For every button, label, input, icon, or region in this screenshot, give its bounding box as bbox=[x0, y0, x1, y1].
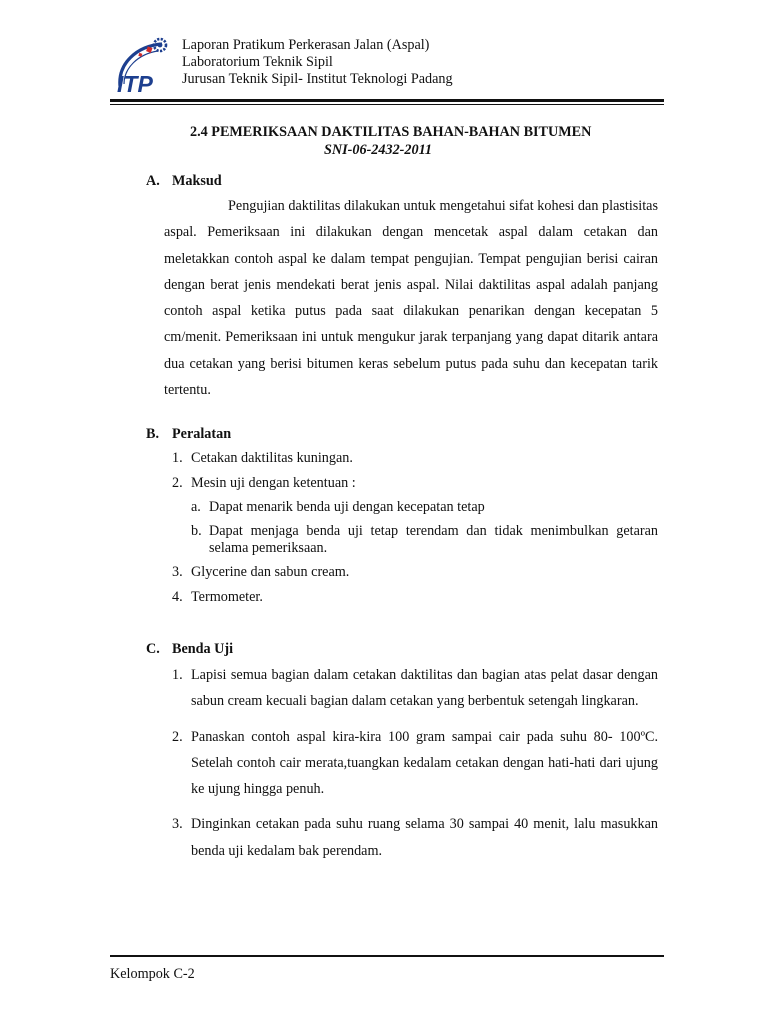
specimen-list bbox=[172, 662, 658, 873]
section-letter: A. bbox=[146, 173, 160, 189]
header-divider-thin bbox=[110, 104, 664, 105]
header-line: Jurusan Teknik Sipil- Institut Teknologi Padang bbox=[182, 71, 453, 88]
header-line: Laporan Pratikum Perkerasan Jalan (Aspal) bbox=[182, 37, 430, 53]
item-text: Dapat menarik benda uji dengan kecepatan tetap bbox=[209, 498, 485, 515]
section-letter: C. bbox=[146, 641, 160, 657]
item-number: 2. bbox=[172, 474, 183, 491]
section-b-heading bbox=[146, 426, 231, 443]
sub-list bbox=[191, 499, 658, 557]
item-text: Lapisi semua bagian dalam cetakan daktilitas dan bagian atas pelat dasar dengan sabun cream kecuali bagian dalam cetakan yang berbentuk setengah lingkaran. bbox=[191, 667, 658, 710]
sub-list-item bbox=[191, 499, 658, 516]
item-text: Cetakan daktilitas kuningan. bbox=[191, 450, 353, 466]
section-title: Peralatan bbox=[172, 426, 232, 442]
item-text: Mesin uji dengan ketentuan : bbox=[191, 474, 356, 491]
item-number: 3. bbox=[172, 564, 183, 580]
item-text: Panaskan contoh aspal kira-kira 100 gram sampai cair pada suhu 80- 100ºC. Setelah contoh cair merata,tuangkan kedalam cetakan dengan hati-hati dari ujung ke ujung hingga penuh. bbox=[191, 728, 658, 798]
section-a-heading bbox=[146, 173, 222, 190]
list-item bbox=[172, 662, 658, 715]
document-title: 2.4 PEMERIKSAAN DAKTILITAS BAHAN-BAHAN BITUMEN bbox=[190, 124, 592, 140]
item-text: Termometer. bbox=[191, 588, 263, 605]
item-text: Glycerine dan sabun cream. bbox=[191, 564, 350, 580]
section-a-body bbox=[164, 193, 658, 403]
list-item bbox=[172, 450, 658, 467]
item-number: 4. bbox=[172, 588, 183, 605]
header-divider bbox=[110, 99, 664, 102]
item-text: Dapat menjaga benda uji tetap terendam dan tidak menimbulkan getaran selama pemeriksaan. bbox=[209, 522, 658, 556]
item-text: Dinginkan cetakan pada suhu ruang selama 30 sampai 40 menit, lalu masukkan benda uji kedalam bak perendam. bbox=[191, 816, 658, 859]
list-item bbox=[172, 811, 658, 864]
item-number: 1. bbox=[172, 450, 183, 466]
section-c-heading bbox=[146, 641, 233, 658]
document-subtitle: SNI-06-2432-2011 bbox=[324, 142, 432, 158]
header-line: Laboratorium Teknik Sipil bbox=[182, 54, 333, 71]
footer-text: Kelompok C-2 bbox=[110, 966, 195, 982]
itp-logo bbox=[114, 34, 176, 98]
item-letter: a. bbox=[191, 498, 201, 515]
item-letter: b. bbox=[191, 522, 202, 539]
section-letter: B. bbox=[146, 426, 160, 442]
report-header bbox=[182, 37, 453, 89]
item-number: 1. bbox=[172, 667, 183, 683]
sub-list-item bbox=[191, 523, 658, 557]
section-title: Maksud bbox=[172, 173, 222, 189]
list-item bbox=[172, 475, 658, 557]
footer-divider bbox=[110, 955, 664, 957]
equipment-list bbox=[172, 450, 658, 613]
item-number: 2. bbox=[172, 728, 183, 745]
logo-text: ITP bbox=[117, 71, 153, 97]
list-item bbox=[172, 724, 658, 803]
list-item bbox=[172, 589, 658, 606]
paragraph: Pengujian daktilitas dilakukan untuk mengetahui sifat kohesi dan plastisitas aspal. Pemeriksaan ini dilakukan dengan mencetak aspal dalam cetakan dan meletakkan contoh aspal ke dalam tempat pengujian. Tempat pengujian berisi cairan dengan berat jenis mendekati berat jenis aspal. Nilai daktilitas aspal adalah panjang contoh aspal ketika putus pada saat dilakukan penarikan dengan kecepatan 5 cm/menit. Pemeriksaan ini untuk mengukur jarak terpanjang yang dapat ditarik antara dua cetakan yang berisi bitumen keras sebelum putus pada suhu dan kecepatan tarik tertentu. bbox=[164, 198, 658, 399]
section-title: Benda Uji bbox=[172, 641, 234, 657]
item-number: 3. bbox=[172, 816, 183, 833]
list-item bbox=[172, 564, 658, 581]
